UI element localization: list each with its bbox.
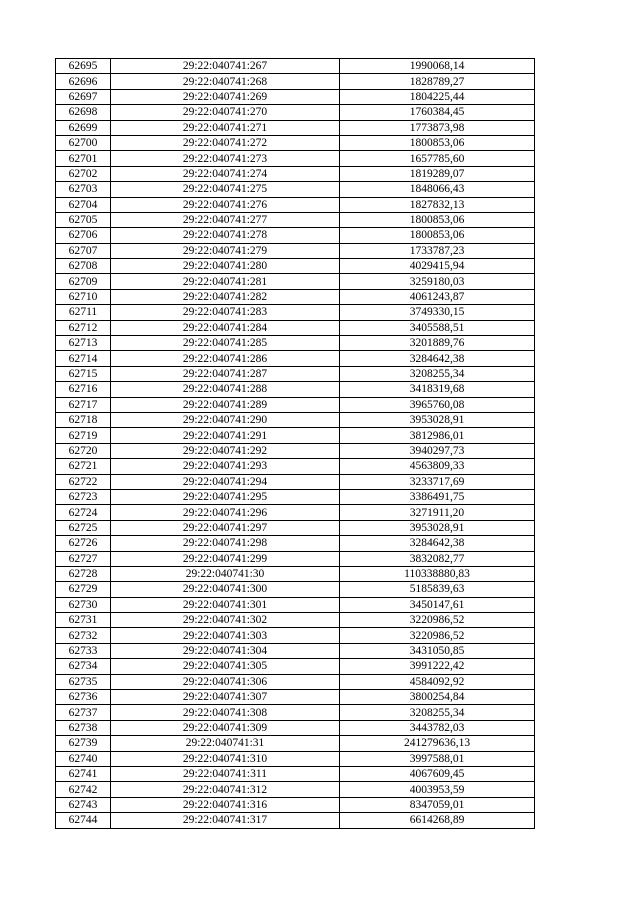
- cadastral-value-cell: 3284642,38: [340, 351, 535, 366]
- cadastral-number-cell: 29:22:040741:299: [111, 551, 340, 566]
- table-row: [56, 320, 535, 335]
- row-number-cell: 62733: [56, 643, 111, 658]
- row-number-cell: 62726: [56, 536, 111, 551]
- cadastral-number-cell: 29:22:040741:307: [111, 690, 340, 705]
- cadastral-value-cell: 4061243,87: [340, 289, 535, 304]
- row-number-cell: 62724: [56, 505, 111, 520]
- cadastral-value-cell: 3965760,08: [340, 397, 535, 412]
- table-row: [56, 566, 535, 581]
- row-number-cell: 62714: [56, 351, 111, 366]
- cadastral-value-cell: 1827832,13: [340, 197, 535, 212]
- cadastral-number-cell: 29:22:040741:276: [111, 197, 340, 212]
- cadastral-number-cell: 29:22:040741:293: [111, 459, 340, 474]
- cadastral-value-cell: 1657785,60: [340, 151, 535, 166]
- cadastral-value-cell: 3832082,77: [340, 551, 535, 566]
- cadastral-number-cell: 29:22:040741:288: [111, 382, 340, 397]
- cadastral-value-cell: 3800254,84: [340, 690, 535, 705]
- table-row: [56, 74, 535, 89]
- table-row: [56, 613, 535, 628]
- row-number-cell: 62741: [56, 766, 111, 781]
- table-row: [56, 443, 535, 458]
- cadastral-number-cell: 29:22:040741:304: [111, 643, 340, 658]
- cadastral-number-cell: 29:22:040741:268: [111, 74, 340, 89]
- table-row: [56, 228, 535, 243]
- cadastral-number-cell: 29:22:040741:267: [111, 59, 340, 74]
- table-row: [56, 274, 535, 289]
- cadastral-value-cell: 5185839,63: [340, 582, 535, 597]
- cadastral-value-cell: 3201889,76: [340, 336, 535, 351]
- cadastral-number-cell: 29:22:040741:270: [111, 105, 340, 120]
- cadastral-value-cell: 3386491,75: [340, 489, 535, 504]
- cadastral-value-cell: 3259180,03: [340, 274, 535, 289]
- table-row: [56, 412, 535, 427]
- cadastral-number-cell: 29:22:040741:284: [111, 320, 340, 335]
- cadastral-number-cell: 29:22:040741:301: [111, 597, 340, 612]
- row-number-cell: 62732: [56, 628, 111, 643]
- row-number-cell: 62720: [56, 443, 111, 458]
- cadastral-number-cell: 29:22:040741:272: [111, 135, 340, 150]
- cadastral-number-cell: 29:22:040741:294: [111, 474, 340, 489]
- cadastral-number-cell: 29:22:040741:290: [111, 412, 340, 427]
- table-row: [56, 597, 535, 612]
- table-row: [56, 351, 535, 366]
- cadastral-number-cell: 29:22:040741:274: [111, 166, 340, 181]
- row-number-cell: 62721: [56, 459, 111, 474]
- cadastral-number-cell: 29:22:040741:281: [111, 274, 340, 289]
- cadastral-value-cell: 6614268,89: [340, 813, 535, 828]
- cadastral-value-cell: 1990068,14: [340, 59, 535, 74]
- cadastral-number-cell: 29:22:040741:297: [111, 520, 340, 535]
- cadastral-number-cell: 29:22:040741:310: [111, 751, 340, 766]
- cadastral-value-cell: 3940297,73: [340, 443, 535, 458]
- row-number-cell: 62701: [56, 151, 111, 166]
- table-row: [56, 659, 535, 674]
- cadastral-value-cell: 1819289,07: [340, 166, 535, 181]
- table-row: [56, 690, 535, 705]
- cadastral-value-cell: 1800853,06: [340, 135, 535, 150]
- table-row: [56, 766, 535, 781]
- table-row: [56, 536, 535, 551]
- row-number-cell: 62705: [56, 212, 111, 227]
- table-row: [56, 459, 535, 474]
- row-number-cell: 62700: [56, 135, 111, 150]
- cadastral-value-cell: 3749330,15: [340, 305, 535, 320]
- row-number-cell: 62698: [56, 105, 111, 120]
- table-row: [56, 782, 535, 797]
- cadastral-number-cell: 29:22:040741:308: [111, 705, 340, 720]
- table-row: [56, 736, 535, 751]
- row-number-cell: 62715: [56, 366, 111, 381]
- row-number-cell: 62739: [56, 736, 111, 751]
- cadastral-value-table: [55, 58, 535, 829]
- row-number-cell: 62712: [56, 320, 111, 335]
- row-number-cell: 62718: [56, 412, 111, 427]
- row-number-cell: 62734: [56, 659, 111, 674]
- cadastral-number-cell: 29:22:040741:306: [111, 674, 340, 689]
- row-number-cell: 62727: [56, 551, 111, 566]
- row-number-cell: 62737: [56, 705, 111, 720]
- cadastral-number-cell: 29:22:040741:305: [111, 659, 340, 674]
- cadastral-number-cell: 29:22:040741:295: [111, 489, 340, 504]
- cadastral-value-cell: 3431050,85: [340, 643, 535, 658]
- cadastral-number-cell: 29:22:040741:278: [111, 228, 340, 243]
- row-number-cell: 62717: [56, 397, 111, 412]
- row-number-cell: 62731: [56, 613, 111, 628]
- row-number-cell: 62697: [56, 89, 111, 104]
- cadastral-value-cell: 3443782,03: [340, 720, 535, 735]
- row-number-cell: 62719: [56, 428, 111, 443]
- cadastral-value-cell: 1828789,27: [340, 74, 535, 89]
- cadastral-value-cell: 3271911,20: [340, 505, 535, 520]
- cadastral-number-cell: 29:22:040741:279: [111, 243, 340, 258]
- cadastral-value-cell: 3233717,69: [340, 474, 535, 489]
- row-number-cell: 62713: [56, 336, 111, 351]
- row-number-cell: 62702: [56, 166, 111, 181]
- cadastral-value-cell: 1733787,23: [340, 243, 535, 258]
- cadastral-value-cell: 3953028,91: [340, 412, 535, 427]
- row-number-cell: 62728: [56, 566, 111, 581]
- cadastral-value-cell: 3953028,91: [340, 520, 535, 535]
- cadastral-number-cell: 29:22:040741:316: [111, 797, 340, 812]
- table-row: [56, 336, 535, 351]
- cadastral-value-cell: 3208255,34: [340, 705, 535, 720]
- cadastral-number-cell: 29:22:040741:275: [111, 182, 340, 197]
- row-number-cell: 62740: [56, 751, 111, 766]
- table-row: [56, 197, 535, 212]
- row-number-cell: 62730: [56, 597, 111, 612]
- cadastral-number-cell: 29:22:040741:298: [111, 536, 340, 551]
- row-number-cell: 62722: [56, 474, 111, 489]
- table-row: [56, 166, 535, 181]
- table-row: [56, 120, 535, 135]
- row-number-cell: 62708: [56, 259, 111, 274]
- row-number-cell: 62742: [56, 782, 111, 797]
- table-row: [56, 243, 535, 258]
- row-number-cell: 62744: [56, 813, 111, 828]
- table-row: [56, 474, 535, 489]
- cadastral-value-cell: 3450147,61: [340, 597, 535, 612]
- cadastral-number-cell: 29:22:040741:291: [111, 428, 340, 443]
- row-number-cell: 62703: [56, 182, 111, 197]
- row-number-cell: 62699: [56, 120, 111, 135]
- table-row: [56, 305, 535, 320]
- table-body: [56, 59, 535, 829]
- row-number-cell: 62706: [56, 228, 111, 243]
- table-row: [56, 720, 535, 735]
- row-number-cell: 62743: [56, 797, 111, 812]
- cadastral-value-cell: 3997588,01: [340, 751, 535, 766]
- table-row: [56, 674, 535, 689]
- cadastral-number-cell: 29:22:040741:317: [111, 813, 340, 828]
- cadastral-value-cell: 3418319,68: [340, 382, 535, 397]
- cadastral-number-cell: 29:22:040741:280: [111, 259, 340, 274]
- table-row: [56, 151, 535, 166]
- table-row: [56, 59, 535, 74]
- cadastral-number-cell: 29:22:040741:31: [111, 736, 340, 751]
- table-row: [56, 705, 535, 720]
- cadastral-value-cell: 110338880,83: [340, 566, 535, 581]
- table-row: [56, 582, 535, 597]
- cadastral-value-cell: 4067609,45: [340, 766, 535, 781]
- cadastral-number-cell: 29:22:040741:283: [111, 305, 340, 320]
- cadastral-value-cell: 1773873,98: [340, 120, 535, 135]
- cadastral-number-cell: 29:22:040741:296: [111, 505, 340, 520]
- table-row: [56, 628, 535, 643]
- row-number-cell: 62710: [56, 289, 111, 304]
- table-row: [56, 520, 535, 535]
- cadastral-value-cell: 4584092,92: [340, 674, 535, 689]
- cadastral-number-cell: 29:22:040741:285: [111, 336, 340, 351]
- table-row: [56, 428, 535, 443]
- row-number-cell: 62725: [56, 520, 111, 535]
- cadastral-number-cell: 29:22:040741:287: [111, 366, 340, 381]
- cadastral-value-cell: 3812986,01: [340, 428, 535, 443]
- cadastral-value-cell: 8347059,01: [340, 797, 535, 812]
- cadastral-value-cell: 3405588,51: [340, 320, 535, 335]
- cadastral-value-cell: 3208255,34: [340, 366, 535, 381]
- table-row: [56, 105, 535, 120]
- cadastral-value-cell: 1804225,44: [340, 89, 535, 104]
- cadastral-number-cell: 29:22:040741:282: [111, 289, 340, 304]
- cadastral-number-cell: 29:22:040741:269: [111, 89, 340, 104]
- cadastral-value-cell: 1760384,45: [340, 105, 535, 120]
- row-number-cell: 62736: [56, 690, 111, 705]
- cadastral-value-cell: 1800853,06: [340, 228, 535, 243]
- cadastral-value-cell: 4029415,94: [340, 259, 535, 274]
- table-row: [56, 182, 535, 197]
- row-number-cell: 62738: [56, 720, 111, 735]
- table-row: [56, 366, 535, 381]
- table-row: [56, 135, 535, 150]
- cadastral-number-cell: 29:22:040741:289: [111, 397, 340, 412]
- row-number-cell: 62723: [56, 489, 111, 504]
- cadastral-value-cell: 3991222,42: [340, 659, 535, 674]
- cadastral-number-cell: 29:22:040741:309: [111, 720, 340, 735]
- table-row: [56, 551, 535, 566]
- cadastral-number-cell: 29:22:040741:30: [111, 566, 340, 581]
- cadastral-value-cell: 241279636,13: [340, 736, 535, 751]
- table-row: [56, 751, 535, 766]
- table-row: [56, 797, 535, 812]
- row-number-cell: 62696: [56, 74, 111, 89]
- cadastral-number-cell: 29:22:040741:312: [111, 782, 340, 797]
- row-number-cell: 62695: [56, 59, 111, 74]
- cadastral-number-cell: 29:22:040741:303: [111, 628, 340, 643]
- table-row: [56, 643, 535, 658]
- table-row: [56, 212, 535, 227]
- row-number-cell: 62704: [56, 197, 111, 212]
- cadastral-value-cell: 4563809,33: [340, 459, 535, 474]
- table-row: [56, 259, 535, 274]
- table-row: [56, 289, 535, 304]
- table-row: [56, 813, 535, 828]
- cadastral-number-cell: 29:22:040741:300: [111, 582, 340, 597]
- cadastral-number-cell: 29:22:040741:277: [111, 212, 340, 227]
- cadastral-value-cell: 1800853,06: [340, 212, 535, 227]
- cadastral-value-cell: 1848066,43: [340, 182, 535, 197]
- cadastral-number-cell: 29:22:040741:286: [111, 351, 340, 366]
- row-number-cell: 62729: [56, 582, 111, 597]
- table-row: [56, 89, 535, 104]
- cadastral-value-cell: 3220986,52: [340, 628, 535, 643]
- cadastral-value-cell: 3220986,52: [340, 613, 535, 628]
- row-number-cell: 62735: [56, 674, 111, 689]
- table-row: [56, 397, 535, 412]
- table-row: [56, 489, 535, 504]
- cadastral-number-cell: 29:22:040741:302: [111, 613, 340, 628]
- table-row: [56, 382, 535, 397]
- cadastral-number-cell: 29:22:040741:271: [111, 120, 340, 135]
- cadastral-number-cell: 29:22:040741:273: [111, 151, 340, 166]
- row-number-cell: 62711: [56, 305, 111, 320]
- table-row: [56, 505, 535, 520]
- cadastral-value-cell: 4003953,59: [340, 782, 535, 797]
- row-number-cell: 62716: [56, 382, 111, 397]
- cadastral-number-cell: 29:22:040741:311: [111, 766, 340, 781]
- cadastral-value-cell: 3284642,38: [340, 536, 535, 551]
- row-number-cell: 62707: [56, 243, 111, 258]
- row-number-cell: 62709: [56, 274, 111, 289]
- cadastral-number-cell: 29:22:040741:292: [111, 443, 340, 458]
